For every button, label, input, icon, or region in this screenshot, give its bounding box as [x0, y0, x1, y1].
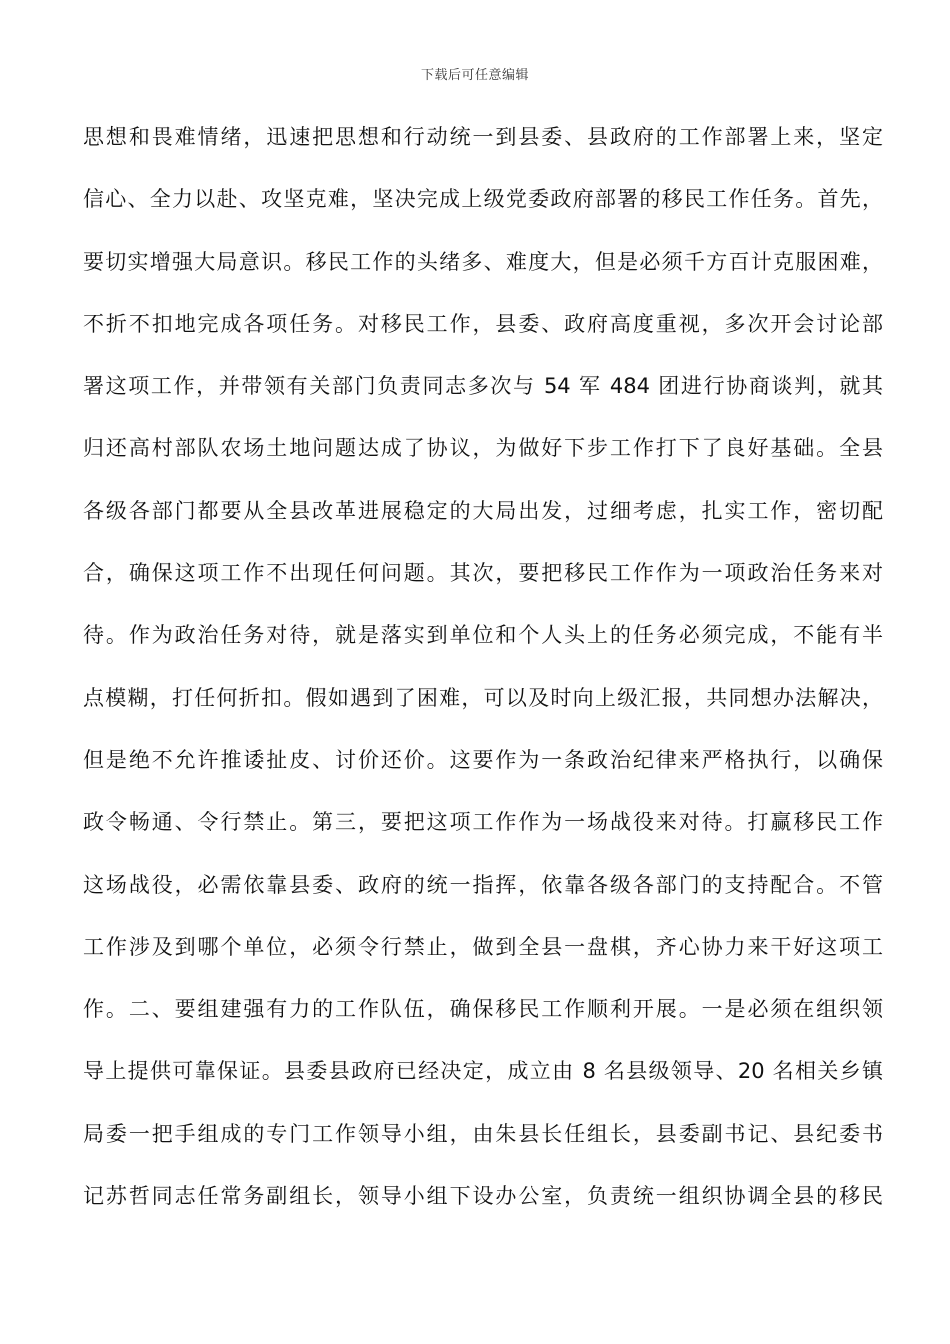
text-line: 信心、全力以赴、攻坚克难，坚决完成上级党委政府部署的移民工作任务。首先， [83, 187, 883, 212]
text-line: 记苏哲同志任常务副组长，领导小组下设办公室，负责统一组织协调全县的移民 [83, 1184, 883, 1209]
text-line: 导上提供可靠保证。县委县政府已经决定，成立由 8 名县级领导、20 名相关乡镇 [83, 1059, 883, 1084]
body-text [83, 118, 883, 1239]
text-line: 署这项工作，并带领有关部门负责同志多次与 54 军 484 团进行协商谈判，就其 [83, 374, 883, 399]
text-line: 合，确保这项工作不出现任何问题。其次，要把移民工作作为一项政治任务来对 [83, 561, 883, 586]
text-line: 但是绝不允许推诿扯皮、讨价还价。这要作为一条政治纪律来严格执行，以确保 [83, 747, 883, 772]
text-line: 思想和畏难情绪，迅速把思想和行动统一到县委、县政府的工作部署上来，坚定 [83, 125, 883, 149]
text-line: 要切实增强大局意识。移民工作的头绪多、难度大，但是必须千方百计克服困难， [83, 249, 883, 274]
text-line: 各级各部门都要从全县改革进展稳定的大局出发，过细考虑，扎实工作，密切配 [83, 498, 883, 523]
text-line: 工作涉及到哪个单位，必须令行禁止，做到全县一盘棋，齐心协力来干好这项工 [83, 934, 883, 959]
text-line: 作。二、要组建强有力的工作队伍，确保移民工作顺利开展。一是必须在组织领 [83, 997, 883, 1022]
text-line: 点模糊，打任何折扣。假如遇到了困难，可以及时向上级汇报，共同想办法解决， [83, 685, 883, 710]
text-line: 政令畅通、令行禁止。第三，要把这项工作作为一场战役来对待。打赢移民工作 [83, 810, 883, 835]
text-line: 归还高村部队农场土地问题达成了协议，为做好下步工作打下了良好基础。全县 [83, 436, 883, 461]
text-line: 不折不扣地完成各项任务。对移民工作，县委、政府高度重视，多次开会讨论部 [83, 311, 883, 336]
text-line: 待。作为政治任务对待，就是落实到单位和个人头上的任务必须完成，不能有半 [83, 623, 883, 648]
text-line: 这场战役，必需依靠县委、政府的统一指挥，依靠各级各部门的支持配合。不管 [83, 872, 883, 897]
text-line: 局委一把手组成的专门工作领导小组，由朱县长任组长，县委副书记、县纪委书 [83, 1121, 883, 1146]
page-header-note: 下载后可任意编辑 [420, 68, 529, 83]
